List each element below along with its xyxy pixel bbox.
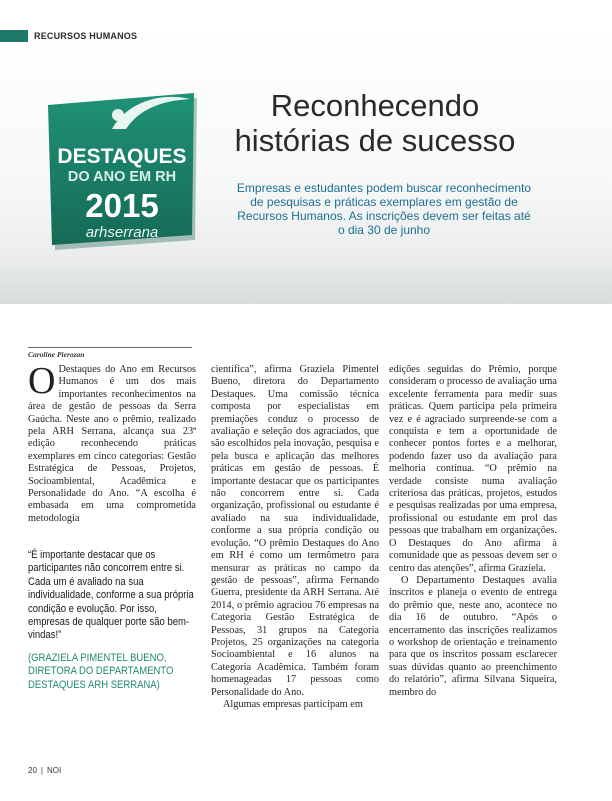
seal-year: 2015 bbox=[85, 187, 159, 224]
col2-paragraph-1: científica”, afirma Graziela Pimentel Bueno, diretora do Departamento Destaques. Uma comissão técnica composta por especialistas em premiações conduz o processo de avaliação e seleção dos agraciados, que são escolhidos pela inovação, pesquisa e pela busca e aplicação das melhores práticas em gestão de pessoas. É importante destacar que os participantes não concorrem entre si. Cada organização, profissional ou estudante é avaliado na sua individualidade, conforme a sua própria condição ou evolução. “O prêmio Destaques do Ano em RH é como um termômetro para mensurar as práticas no campo da gestão de pessoas”, afirma Fernando Guerra, presidente da ARH Serrana. Até 2014, o prêmio agraciou 76 empresas na Categoria Gestão Estratégica de Pessoas, 31 grupos na Categoria Projetos, 25 organizações na categoria Socioambiental e 16 alunos na Categoria Acadêmica. Também foram homenageadas 17 pessoas como Personalidade do Ano. bbox=[211, 364, 379, 698]
pull-quote-text: “É importante destacar que os participantes não concorrem entre si. Cada um é avaliado na sua individualidade, conforme a sua própria condição e evolução. Por isso, empresas de qualquer porte são bem-vindas!” bbox=[28, 549, 194, 642]
section-label: RECURSOS HUMANOS bbox=[34, 31, 138, 41]
magazine-name: NOI bbox=[46, 766, 62, 775]
author-byline: Caroline Pierozan bbox=[28, 347, 192, 359]
col2-paragraph-2: Algumas empresas participam em bbox=[223, 698, 363, 710]
title-line-1: Reconhecendo bbox=[270, 88, 480, 123]
col1-paragraph bbox=[28, 360, 196, 525]
body-column-2 bbox=[211, 364, 379, 711]
page-number: 20 bbox=[28, 766, 37, 775]
pull-quote-author: (GRAZIELA PIMENTEL BUENO, DIRETORA DO DEPARTAMENTO DESTAQUES ARH SERRANA) bbox=[28, 651, 174, 691]
section-color-bar bbox=[0, 30, 28, 42]
article-title bbox=[220, 88, 530, 158]
seal-line1: DESTAQUES bbox=[57, 145, 187, 168]
destaques-award-seal bbox=[42, 85, 200, 257]
article-subtitle: Empresas e estudantes podem buscar reconhecimento de pesquisas e práticas exemplares em gestão de Recursos Humanos. As inscrições devem ser feitas até o dia 30 de junho bbox=[236, 181, 532, 237]
pull-quote bbox=[28, 549, 196, 692]
body-column-1 bbox=[28, 360, 196, 525]
seal-brand-logo: arhserrana bbox=[85, 224, 159, 241]
col3-paragraph-2: O Departamento Destaques avalia inscritos e planeja o evento de entrega do prêmio que, neste ano, acontece no dia 16 de outubro. “Após o encerramento das inscrições realizamos o workshop de orientação e treinamento para que os inscritos possam esclarecer suas dúvidas quanto ao preenchimento do relatório”, afirma Silvana Siqueira, membro do bbox=[389, 574, 557, 698]
seal-figure-head-icon bbox=[112, 109, 124, 121]
body-column-3 bbox=[389, 364, 557, 699]
footer-separator: | bbox=[40, 766, 43, 775]
seal-line2: DO ANO EM RH bbox=[67, 169, 177, 185]
col1-text: Destaques do Ano em Recursos Humanos é um dos mais importantes reconhecimentos na área de gestão de pessoas da Serra Gaúcha. Neste ano o prêmio, realizado pela ARH Serrana, alcança sua 23ª edição reconhecendo práticas exemplares em cinco categorias: Gestão Estratégica de Pessoas, Projetos, Socioambiental, Acadêmica e Personalidade do Ano. “A escolha é embasada em uma comprometida metodologia bbox=[28, 364, 196, 524]
drop-cap: O bbox=[28, 360, 56, 402]
title-line-2: histórias de sucesso bbox=[234, 123, 516, 158]
col3-paragraph-1: edições seguidas do Prêmio, porque consideram o processo de avaliação uma excelente ferramenta para medir suas práticas. Quem participa pela primeira vez e é agraciado surpreende-se com a conquista e tem a oportunidade de conhecer pontos fortes e a melhorar, podendo fazer uso da avaliação para melhoria contínua. “O prêmio na verdade consiste numa avaliação criteriosa das práticas, projetos, estudos e pesquisas realizadas por uma empresa, profissional ou estudante em prol das pessoas que trabalham em organizações. O Destaques do Ano afirma à comunidade que as pessoas devem ser o centro das atenções”, afirma Graziela. bbox=[389, 364, 557, 574]
page-footer bbox=[28, 766, 61, 775]
section-tag bbox=[0, 29, 137, 43]
